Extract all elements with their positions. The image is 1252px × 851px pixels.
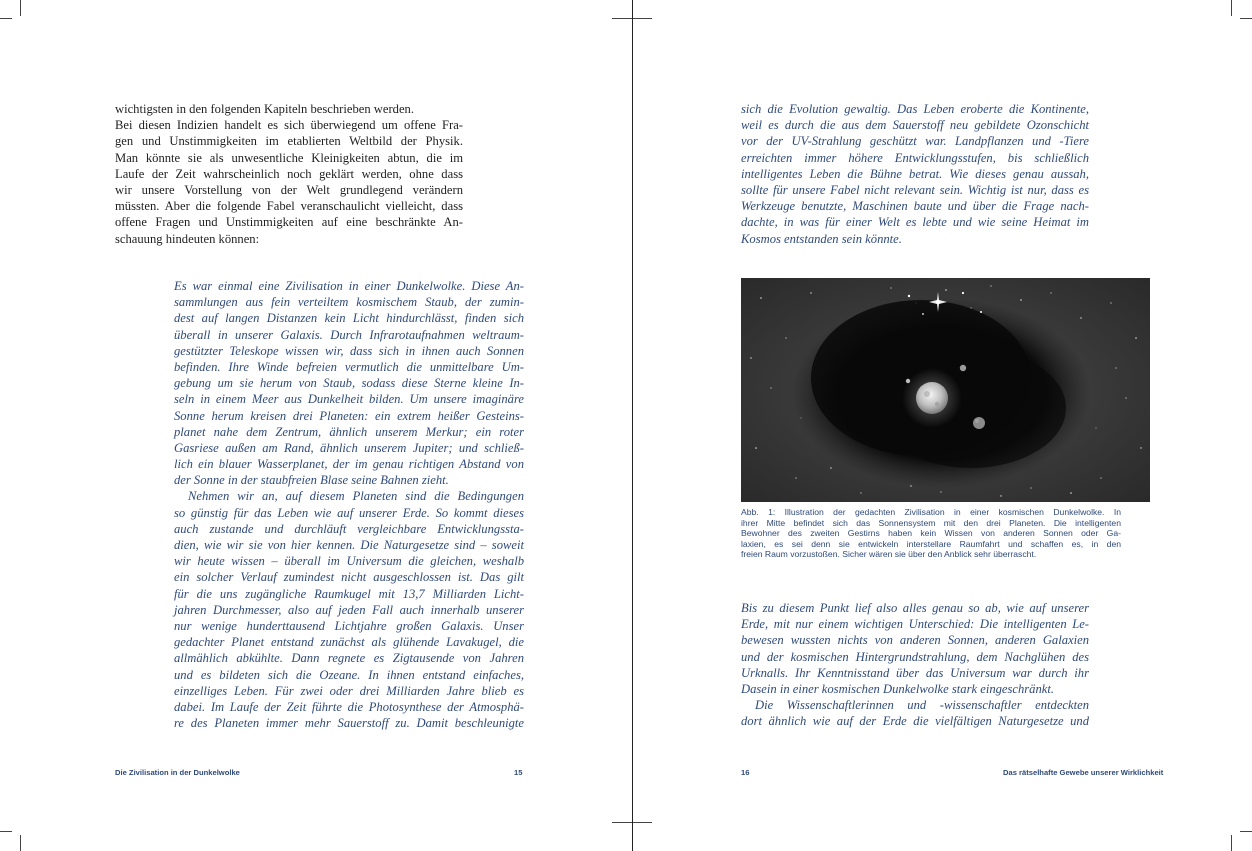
text-line: dachte, in was für einer Welt es lebte und wie seine Heimat im (741, 215, 1089, 230)
text-line: Bei diesen Indizien handelt es sich überwiegend um offene Fra- (115, 118, 463, 133)
running-footer-title: Das rätselhafte Gewebe unserer Wirklichkeit (1003, 768, 1164, 777)
caption-line: Abb. 1: Illustration der gedachten Zivilisation in einer kosmischen Dunkelwolke. In (741, 507, 1121, 517)
text-line: dort ähnlich wie auf der Erde die vielfältigen Naturgesetze und (741, 714, 1089, 729)
page-number: 16 (741, 768, 750, 777)
text-line: Werkzeuge benutzte, Maschinen baute und über die Frage nach- (741, 199, 1089, 214)
text-line: jahren Durchmesser, also auf jeden Fall auch innerhalb unserer (174, 602, 524, 617)
text-line: gebung um sie herum von Staub, sodass diese Sterne kleine In- (174, 376, 524, 391)
text-line: gedachter Planet entstand zunächst als glühende Lavakugel, die (174, 635, 524, 650)
text-line: Urknalls. Ihr Kenntnisstand über das Universum war durch ihr (741, 665, 1089, 680)
text-line: schauung hindeuten können: (115, 231, 260, 246)
text-line: sollte für unsere Fabel nicht relevant sein. Wichtig ist nur, dass es (741, 182, 1089, 197)
figure-caption (741, 507, 1121, 560)
text-line: Man könnte sie als unwesentliche Kleinigkeiten abtun, die im (115, 150, 463, 165)
text-line: intelligentes Leben die Bühne betrat. Wie dieses genau aussah, (741, 166, 1089, 181)
text-line: Die Wissenschaftlerinnen und -wissenschaftler entdeckten (755, 698, 1089, 713)
fable-paragraph (174, 278, 524, 731)
running-footer-title: Die Zivilisation in der Dunkelwolke (115, 768, 240, 777)
text-line: lich ein blauer Wasserplanet, der im genau richtigen Abstand von (174, 457, 524, 472)
text-line: einzelliges Leben. Für zwei oder drei Milliarden Jahre blieb es (174, 683, 524, 698)
text-line: Erde, mit nur einem wichtigen Unterschied: Die intelligenten Le- (741, 617, 1089, 632)
text-line: wichtigsten in den folgenden Kapiteln beschrieben werden. (115, 102, 415, 116)
fable-paragraph-continued (741, 101, 1089, 247)
text-line: ein solcher Verlauf zumindest nicht ausgeschlossen ist. Das gilt (174, 570, 524, 585)
text-line: Es war einmal eine Zivilisation in einer Dunkelwolke. Diese An- (174, 279, 524, 293)
fable-paragraph-bottom (741, 600, 1089, 730)
text-line: überall in unserer Galaxis. Durch Infrarotaufnahmen weltraum- (174, 327, 524, 342)
text-line: Kosmos entstanden sein könnte. (741, 231, 902, 246)
text-line: befinden. Ihre Winde befreien vermutlich die unmittelbare Um- (174, 359, 524, 374)
dark-cloud-illustration (741, 278, 1150, 502)
text-line: gestützter Teleskope wissen wir, dass sich in ihnen auch Sonnen (174, 343, 524, 358)
page-number: 15 (514, 768, 523, 777)
text-line: Sonne herum kreisen drei Planeten: ein extrem heißer Gesteins- (174, 408, 524, 423)
text-line: dest auf langen Distanzen kein Licht hindurchlässt, finden sich (174, 311, 524, 326)
text-line: Gasriese außen am Rand, ähnlich unserem Jupiter; und schließ- (174, 440, 524, 455)
text-line: sammlungen aus fein verteiltem kosmischem Staub, der zumin- (174, 295, 524, 310)
text-line: vor der UV-Strahlung geschützt war. Landpflanzen und -Tiere (741, 134, 1089, 149)
text-line: für die uns zugängliche Raumkugel mit 13,7 Milliarden Licht- (174, 586, 524, 601)
text-line: bewesen wussten nichts von anderen Sonnen, anderen Galaxien (741, 633, 1089, 648)
caption-line: ihrer Mitte befindet sich das Sonnensystem mit den drei Planeten. Die intelligenten (741, 517, 1121, 528)
text-line: und der kosmischen Hintergrundstrahlung, dem Nachglühen des (741, 649, 1089, 664)
text-line: Dasein in einer kosmischen Dunkelwolke stark eingeschränkt. (741, 681, 1055, 696)
text-line: erreichten immer höhere Entwicklungsstufen, bis schließlich (741, 150, 1089, 165)
caption-line: laxien, es sei denn sie entwickeln interstellare Raumfahrt und schaffen es, in den (741, 538, 1121, 549)
text-line: weil es durch die aus dem Sauerstoff neu gebildete Ozonschicht (741, 118, 1089, 133)
text-line: müssten. Aber die folgende Fabel veranschaulicht vielleicht, dass (115, 199, 463, 214)
text-line: nur wenige hunderttausend Lichtjahre großen Galaxis. Unser (174, 618, 524, 633)
text-line: so günstig für das Leben wie auf unserer Erde. So kommt dieses (174, 505, 524, 520)
text-line: Bis zu diesem Punkt lief also alles genau so ab, wie auf unserer (741, 601, 1089, 615)
right-page (633, 0, 1252, 851)
caption-line: freien Raum vorzustoßen. Sicher wären sie über den Anblick sehr überrascht. (741, 549, 1037, 560)
text-line: der Sonne in der staubfreien Blase seine Bahnen zieht. (174, 473, 449, 488)
text-line: Nehmen wir an, auf diesem Planeten sind die Bedingungen (188, 489, 524, 504)
text-line: sich die Evolution gewaltig. Das Leben eroberte die Kontinente, (741, 102, 1089, 116)
text-line: seln in einem Meer aus Dunkelheit bilden. Um unsere imaginäre (174, 392, 524, 407)
intro-paragraph (115, 101, 463, 247)
text-line: offene Fragen und Unstimmigkeiten auf eine beschränkte An- (115, 215, 463, 230)
text-line: allmählich abkühlte. Dann regnete es Zigtausende von Jahren (174, 651, 524, 666)
text-line: Laufe der Zeit wahrscheinlich noch geklärt werden, ohne dass (115, 166, 463, 181)
text-line: wir heute wissen – überall im Universum die gleichen, weshalb (174, 554, 524, 569)
text-line: dabei. Im Laufe der Zeit führte die Photosynthese der Atmosphä- (174, 699, 524, 714)
caption-line: Bewohner des zweiten Gestirns haben kein Wissen von anderen Sonnen oder Ga- (741, 528, 1121, 539)
text-line: auch zustande und durchläuft vergleichbare Entwicklungssta- (174, 521, 524, 536)
text-line: und es bildeten sich die Ozeane. In ihnen entstand einfaches, (174, 667, 524, 682)
text-line: re des Planeten immer mehr Sauerstoff zu. Damit beschleunigte (174, 716, 524, 731)
text-line: planet nahe dem Zentrum, ähnlich unserem Merkur; ein roter (174, 424, 524, 439)
text-line: gen und Unstimmigkeiten im etablierten Weltbild der Physik. (115, 134, 463, 149)
text-line: wir unsere Vorstellung von der Welt grundlegend verändern (115, 182, 463, 197)
dark-cloud-image (741, 278, 1150, 502)
text-line: dien, wie wir sie von hier kennen. Die Naturgesetze sind – soweit (174, 538, 524, 552)
